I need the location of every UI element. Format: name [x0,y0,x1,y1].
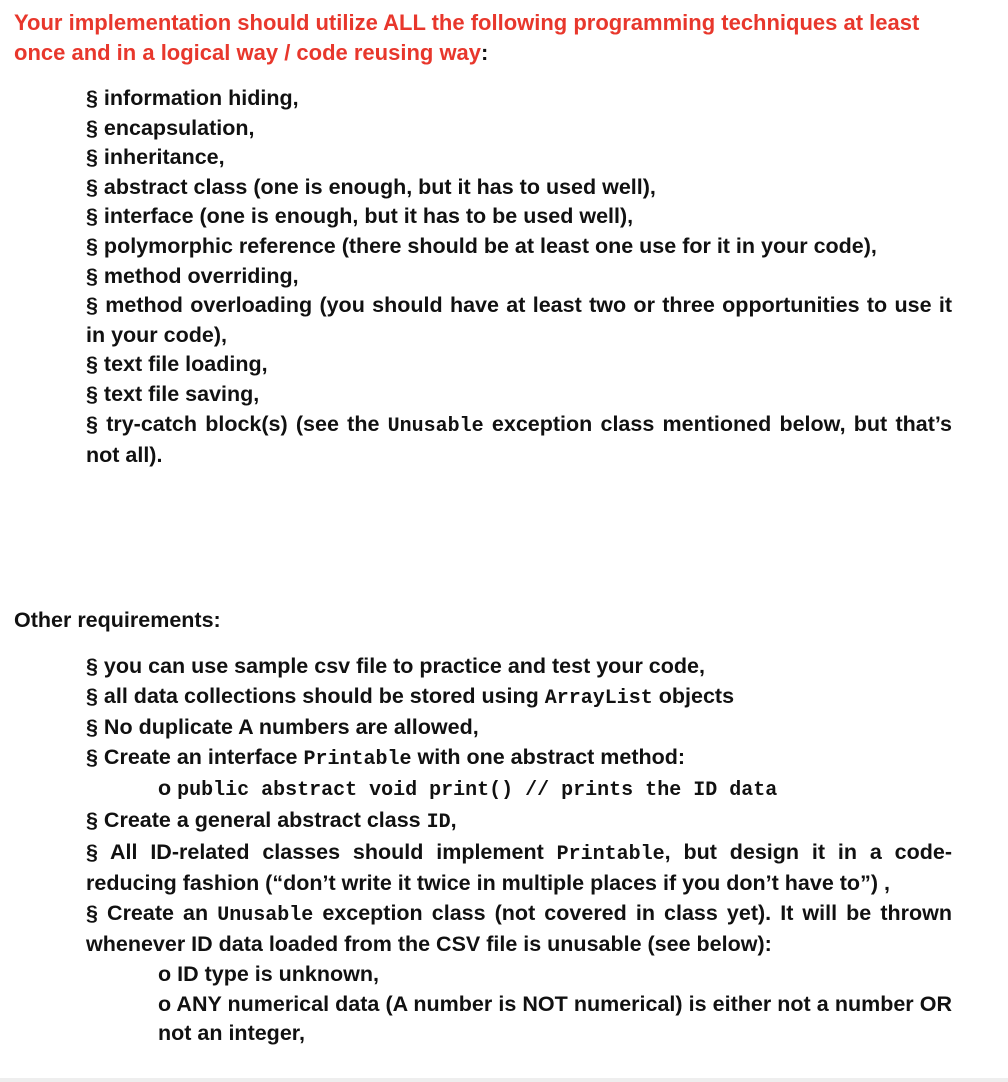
technique-item: § method overriding, [86,263,299,288]
requirement-print-method [158,774,952,806]
code-print-method: public abstract void print() // prints the ID data [177,779,778,803]
requirement-arraylist [86,682,952,714]
code-printable: Printable [303,747,412,771]
technique-item: § method overloading (you should have at least two or three opportunities to use it in your code), [86,293,952,347]
other-requirements-heading: Other requirements: [14,608,221,632]
arraylist-text: § all data collections should be stored using [86,683,545,708]
abstract-id-text-end: , [450,807,457,832]
sub-bullet: o [158,776,178,801]
techniques-list [86,84,952,471]
intro-colon: : [481,40,489,65]
page-bottom-edge [0,1078,1008,1082]
technique-item: § polymorphic reference (there should be at least one use for it in your code), [86,233,877,258]
arraylist-text-end: objects [652,683,735,708]
try-catch-text-end: exception class mentioned below, but that’s not all). [86,411,952,468]
requirement-duplicates: § No duplicate A numbers are allowed, [86,715,479,740]
unusable-text: § Create an [86,900,218,925]
technique-item-try-catch [86,410,952,471]
abstract-id-text: § Create a general abstract class [86,807,427,832]
technique-item: § encapsulation, [86,115,255,140]
code-id: ID [426,810,451,834]
technique-item: § interface (one is enough, but it has to be used well), [86,204,634,229]
try-catch-text: § try-catch block(s) (see the [86,411,388,436]
requirement-printable [86,743,952,775]
requirement-unusable [86,899,952,960]
intro-red-text: Your implementation should utilize ALL the following programming techniques at least once and in a logical way / code reusing way [14,10,920,65]
requirement-abstract-id [86,806,952,838]
technique-item: § text file loading, [86,352,268,377]
technique-item: § text file saving, [86,381,260,406]
code-arraylist: ArrayList [544,686,653,710]
technique-item: § inheritance, [86,145,225,170]
code-printable: Printable [556,842,665,866]
technique-item: § information hiding, [86,86,299,110]
requirement-implement-printable [86,838,952,899]
unusable-text-end: exception class (not covered in class yet). It will be thrown whenever ID data loaded from the CSV file is unusable (see below): [86,900,952,957]
implement-text: § All ID-related classes should implement [86,839,557,864]
requirement-csv: § you can use sample csv file to practice and test your code, [86,654,705,678]
code-unusable: Unusable [217,903,314,927]
printable-text: § Create an interface [86,744,304,769]
other-requirements-list [86,652,952,1049]
technique-item: § abstract class (one is enough, but it has to used well), [86,174,656,199]
unusable-condition: o ANY numerical data (A number is NOT numerical) is either not a number OR not an integer, [158,991,952,1046]
printable-text-end: with one abstract method: [411,744,686,769]
requirements-intro [14,8,954,68]
code-unusable: Unusable [387,414,484,438]
implement-text-end: , but design it in a code-reducing fashion (“don’t write it twice in multiple places if you don’t have to”) , [86,839,952,896]
unusable-condition: o ID type is unknown, [158,961,379,986]
